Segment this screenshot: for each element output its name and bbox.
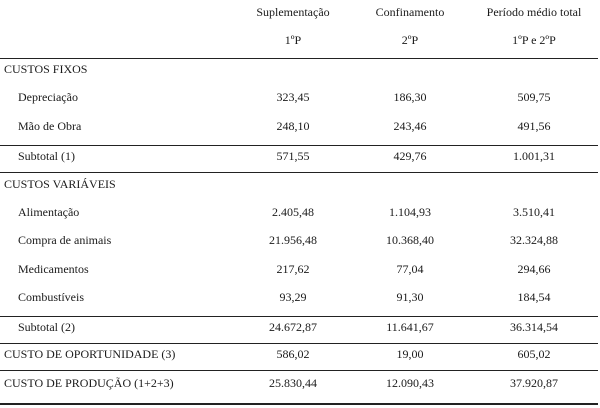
section-title-variable: CUSTOS VARIÁVEIS [4, 177, 116, 191]
cell-value: 37.920,87 [510, 376, 558, 390]
cell-value: 3.510,41 [513, 205, 555, 219]
row-label: Subtotal (1) [18, 149, 75, 163]
cell-value: 1.104,93 [389, 205, 431, 219]
subheader-1p-2p: 1ºP e 2ºP [512, 33, 556, 47]
cell-value: 186,30 [393, 90, 427, 104]
subheader-2p: 2ºP [401, 33, 419, 47]
row-label: Compra de animais [18, 233, 112, 247]
row-label: CUSTO DE PRODUÇÃO (1+2+3) [4, 376, 174, 390]
cell-value: 429,76 [393, 149, 427, 163]
cell-value: 294,66 [517, 262, 551, 276]
cell-value: 19,00 [396, 347, 424, 361]
header-suplementacao: Suplementação [256, 5, 330, 19]
row-label: Depreciação [18, 90, 78, 104]
row-label: Subtotal (2) [18, 320, 75, 334]
divider-fixed-end [0, 172, 598, 173]
row-label: Combustíveis [18, 290, 85, 304]
divider-subtotal-1 [0, 145, 598, 146]
header-confinamento: Confinamento [375, 5, 445, 19]
cell-value: 32.324,88 [510, 233, 558, 247]
cell-value: 323,45 [276, 90, 310, 104]
cell-value: 2.405,48 [272, 205, 314, 219]
row-label: Medicamentos [18, 262, 89, 276]
row-label: Mão de Obra [18, 119, 82, 133]
divider-variable-end [0, 343, 598, 344]
section-title-fixed: CUSTOS FIXOS [4, 62, 88, 76]
cell-value: 21.956,48 [269, 233, 317, 247]
cell-value: 25.830,44 [269, 376, 317, 390]
divider-opportunity-end [0, 370, 598, 371]
cell-value: 12.090,43 [386, 376, 434, 390]
cell-value: 509,75 [517, 90, 551, 104]
cell-value: 1.001,31 [513, 149, 555, 163]
cell-value: 586,02 [276, 347, 310, 361]
cell-value: 91,30 [396, 290, 424, 304]
cell-value: 491,56 [517, 119, 551, 133]
header-periodo-total: Período médio total [486, 5, 582, 19]
cell-value: 605,02 [517, 347, 551, 361]
cell-value: 11.641,67 [386, 320, 434, 334]
cell-value: 184,54 [517, 290, 551, 304]
divider-subtotal-2 [0, 316, 598, 317]
cell-value: 571,55 [276, 149, 310, 163]
subheader-1p: 1ºP [284, 33, 302, 47]
divider-table-bottom [0, 403, 598, 405]
cell-value: 243,46 [393, 119, 427, 133]
row-label: Alimentação [18, 205, 80, 219]
cell-value: 24.672,87 [269, 320, 317, 334]
divider-header [0, 58, 598, 59]
cell-value: 248,10 [276, 119, 310, 133]
row-label: CUSTO DE OPORTUNIDADE (3) [4, 347, 176, 361]
cell-value: 93,29 [279, 290, 307, 304]
cell-value: 36.314,54 [510, 320, 558, 334]
cell-value: 217,62 [276, 262, 310, 276]
cell-value: 77,04 [396, 262, 424, 276]
cell-value: 10.368,40 [386, 233, 434, 247]
